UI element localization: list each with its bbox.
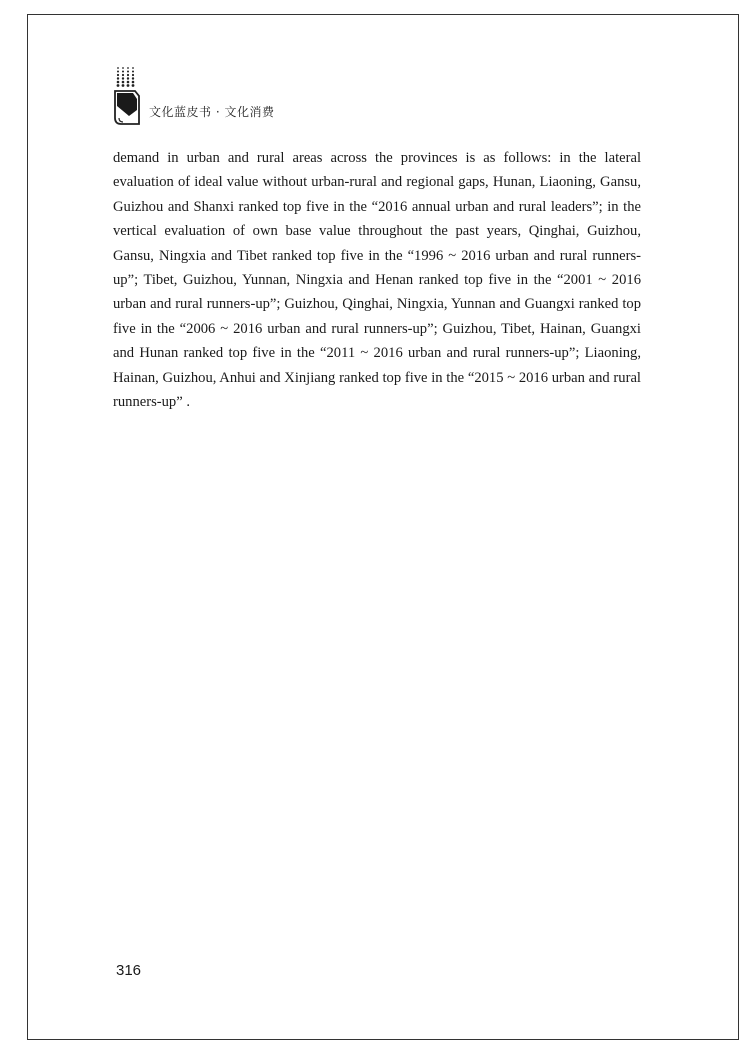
body-paragraph: demand in urban and rural areas across the provinces is as follows: in the lateral evaluation of ideal value without urban-rural and regional gaps, Hunan, Liaoning, Gansu, Guizhou and Shanxi ranked top five in the “2016 annual urban and rural leaders”; in the vertical evaluation of own base value throughout the past years, Qinghai, Guizhou, Gansu, Ningxia and Tibet ranked top five in the “1996 ~ 2016 urban and rural runners-up”; Tibet, Guizhou, Yunnan, Ningxia and Henan ranked top five in the “2001 ~ 2016 urban and rural runners-up”; Guizhou, Qinghai, Ningxia, Yunnan and Guangxi ranked top five in the “2006 ~ 2016 urban and rural runners-up”; Guizhou, Tibet, Hainan, Guangxi and Hunan ranked top five in the “2011 ~ 2016 urban and rural runners-up”; Liaoning, Hainan, Guizhou, Anhui and Xinjiang ranked top five in the “2015 ~ 2016 urban and rural runners-up” . [113,150,641,411]
running-header [113,66,413,128]
page-number: 316 [116,962,142,979]
book-bookmark-icon [113,66,145,128]
running-header-title: 文化蓝皮书 · 文化消费 [149,105,275,119]
